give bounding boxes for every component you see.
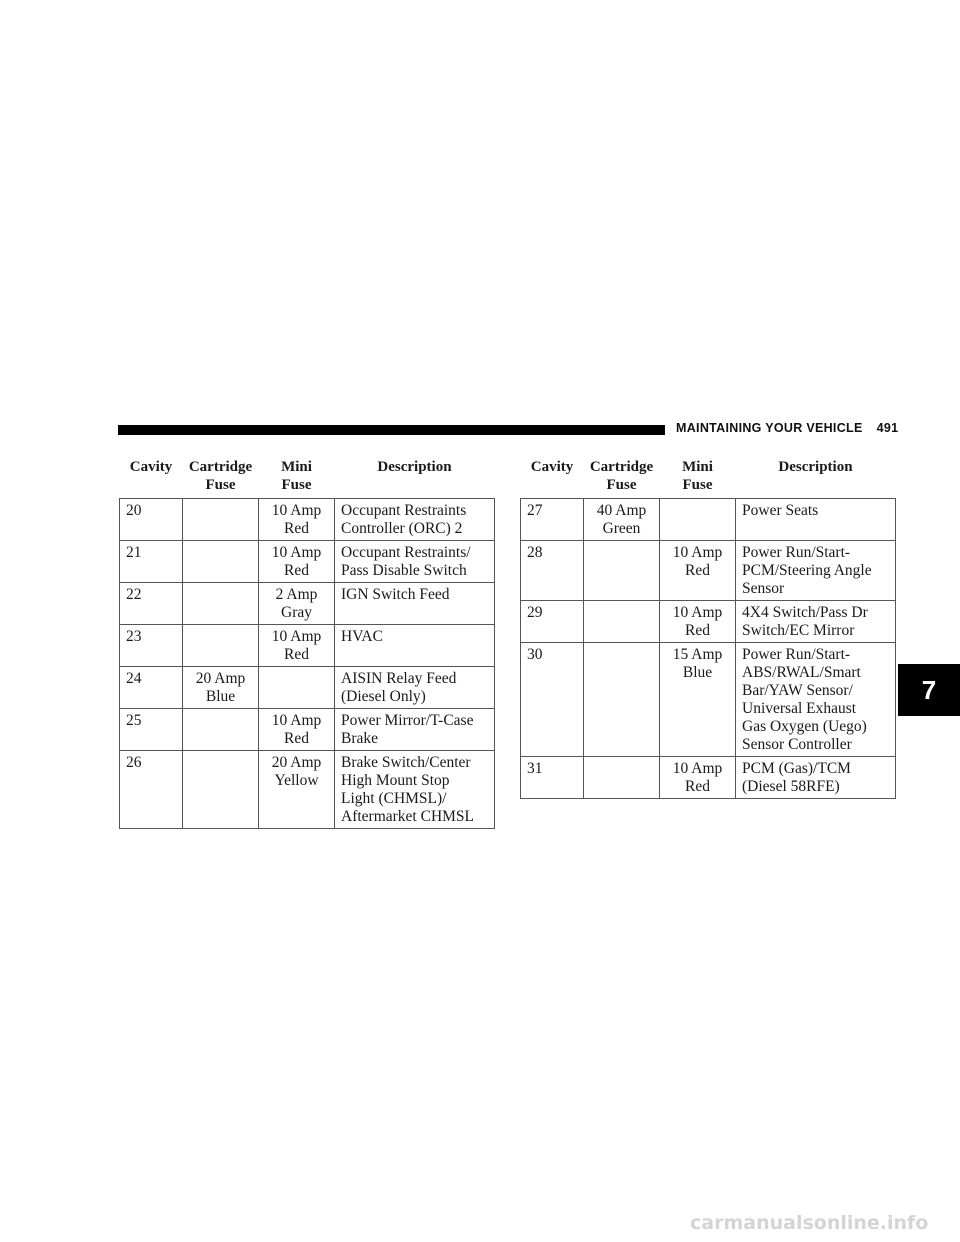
cartridge-fuse-cell: [584, 499, 660, 541]
description-cell: [335, 583, 495, 625]
col-header-cartridge-fuse-line: Cartridge: [589, 459, 654, 475]
cavity-cell: 30: [521, 643, 584, 757]
mini-fuse-cell: [259, 499, 335, 541]
description-line: Controller (ORC) 2: [341, 520, 463, 537]
description-line: Aftermarket CHMSL: [341, 808, 475, 825]
cartridge-fuse-cell: [584, 757, 660, 799]
cartridge-fuse-line: 20 Amp: [195, 670, 246, 687]
cartridge-fuse-cell: [584, 643, 660, 757]
chapter-tab[interactable]: 7: [898, 664, 960, 716]
mini-fuse-line: Red: [284, 730, 309, 747]
description-cell: [736, 643, 896, 757]
description-line: Sensor Controller: [742, 736, 852, 753]
col-header-description: Description: [335, 456, 495, 499]
cavity-cell: 31: [521, 757, 584, 799]
table-row: [120, 709, 495, 751]
description-line: Pass Disable Switch: [341, 562, 467, 579]
col-header-cavity: Cavity: [120, 456, 183, 499]
running-header: [676, 421, 898, 435]
cartridge-fuse-cell: [183, 751, 259, 829]
table-row: [120, 499, 495, 541]
mini-fuse-line: 15 Amp: [672, 646, 723, 663]
cartridge-fuse-line: Blue: [205, 688, 236, 705]
col-header-mini-fuse-line: Mini: [281, 459, 312, 475]
description-line: Gas Oxygen (Uego): [742, 718, 867, 735]
col-header-mini-fuse-line: Fuse: [682, 477, 713, 493]
description-line: 4X4 Switch/Pass Dr: [742, 604, 868, 621]
mini-fuse-cell: [660, 643, 736, 757]
cartridge-fuse-cell: [183, 709, 259, 751]
table-row: [521, 541, 896, 601]
section-title: MAINTAINING YOUR VEHICLE: [676, 421, 863, 435]
table-row: [120, 751, 495, 829]
mini-fuse-line: Gray: [281, 604, 312, 621]
col-header-cartridge-fuse: [183, 456, 259, 499]
col-header-cartridge-fuse: [584, 456, 660, 499]
col-header-mini-fuse-line: Fuse: [281, 477, 312, 493]
fuse-table-left: [119, 456, 495, 829]
cavity-cell: 21: [120, 541, 183, 583]
mini-fuse-line: Blue: [682, 664, 713, 681]
description-line: AISIN Relay Feed: [341, 670, 457, 687]
col-header-mini-fuse: [259, 456, 335, 499]
mini-fuse-cell: [660, 601, 736, 643]
cartridge-fuse-cell: [183, 541, 259, 583]
table-row: [521, 601, 896, 643]
mini-fuse-cell: [259, 583, 335, 625]
description-cell: [335, 667, 495, 709]
description-line: (Diesel Only): [341, 688, 426, 705]
col-header-description: Description: [736, 456, 896, 499]
col-header-mini-fuse: [660, 456, 736, 499]
mini-fuse-line: 10 Amp: [672, 760, 723, 777]
cartridge-fuse-line: Green: [602, 520, 641, 537]
description-line: Occupant Restraints/: [341, 544, 471, 561]
mini-fuse-cell: [259, 751, 335, 829]
mini-fuse-line: Yellow: [274, 772, 319, 789]
description-line: ABS/RWAL/Smart: [742, 664, 861, 681]
mini-fuse-line: Red: [685, 622, 710, 639]
fuse-table-right: [520, 456, 896, 799]
mini-fuse-line: 10 Amp: [271, 544, 322, 561]
description-cell: [335, 709, 495, 751]
cavity-cell: 23: [120, 625, 183, 667]
description-line: Sensor: [742, 580, 785, 597]
description-cell: [736, 757, 896, 799]
description-line: Occupant Restraints: [341, 502, 467, 519]
mini-fuse-line: 10 Amp: [672, 604, 723, 621]
table-row: [120, 541, 495, 583]
description-cell: [736, 499, 896, 541]
cartridge-fuse-cell: [183, 667, 259, 709]
cavity-cell: 26: [120, 751, 183, 829]
description-line: (Diesel 58RFE): [742, 778, 840, 795]
page-number: 491: [876, 421, 899, 435]
header-rule: [118, 425, 665, 435]
description-line: HVAC: [341, 628, 383, 645]
mini-fuse-line: Red: [685, 778, 710, 795]
description-cell: [736, 601, 896, 643]
mini-fuse-cell: [259, 625, 335, 667]
cavity-cell: 20: [120, 499, 183, 541]
col-header-mini-fuse-line: Mini: [682, 459, 713, 475]
description-line: IGN Switch Feed: [341, 586, 450, 603]
cartridge-fuse-line: 40 Amp: [596, 502, 647, 519]
description-cell: [335, 625, 495, 667]
col-header-cartridge-fuse-line: Cartridge: [188, 459, 253, 475]
description-line: Brake Switch/Center: [341, 754, 471, 771]
description-line: Light (CHMSL)/: [341, 790, 447, 807]
mini-fuse-cell: [259, 667, 335, 709]
mini-fuse-line: 10 Amp: [271, 628, 322, 645]
table-row: [521, 643, 896, 757]
description-line: Power Mirror/T-Case: [341, 712, 474, 729]
cartridge-fuse-cell: [183, 499, 259, 541]
mini-fuse-line: 20 Amp: [271, 754, 322, 771]
table-row: [521, 499, 896, 541]
mini-fuse-line: Red: [284, 646, 309, 663]
table-row: [120, 583, 495, 625]
cavity-cell: 27: [521, 499, 584, 541]
watermark: carmanualsonline.info: [690, 1212, 929, 1234]
mini-fuse-line: Red: [685, 562, 710, 579]
mini-fuse-cell: [660, 541, 736, 601]
cartridge-fuse-cell: [584, 601, 660, 643]
description-line: Universal Exhaust: [742, 700, 857, 717]
mini-fuse-cell: [660, 499, 736, 541]
mini-fuse-line: Red: [284, 520, 309, 537]
mini-fuse-line: 10 Amp: [271, 502, 322, 519]
description-cell: [335, 751, 495, 829]
cavity-cell: 24: [120, 667, 183, 709]
col-header-cartridge-fuse-line: Fuse: [606, 477, 637, 493]
mini-fuse-line: 2 Amp: [275, 586, 318, 603]
description-line: Power Run/Start-: [742, 544, 851, 561]
cavity-cell: 25: [120, 709, 183, 751]
description-cell: [736, 541, 896, 601]
cavity-cell: 29: [521, 601, 584, 643]
description-line: Bar/YAW Sensor/: [742, 682, 853, 699]
table-row: [120, 667, 495, 709]
description-line: Power Seats: [742, 502, 819, 519]
col-header-cavity: Cavity: [521, 456, 584, 499]
description-line: PCM/Steering Angle: [742, 562, 872, 579]
description-cell: [335, 541, 495, 583]
mini-fuse-line: Red: [284, 562, 309, 579]
cavity-cell: 28: [521, 541, 584, 601]
description-line: High Mount Stop: [341, 772, 450, 789]
description-line: Brake: [341, 730, 379, 747]
description-line: Switch/EC Mirror: [742, 622, 855, 639]
table-row: [120, 625, 495, 667]
mini-fuse-cell: [259, 709, 335, 751]
col-header-cartridge-fuse-line: Fuse: [205, 477, 236, 493]
cavity-cell: 22: [120, 583, 183, 625]
description-cell: [335, 499, 495, 541]
table-row: [521, 757, 896, 799]
cartridge-fuse-cell: [183, 625, 259, 667]
mini-fuse-cell: [660, 757, 736, 799]
description-line: PCM (Gas)/TCM: [742, 760, 851, 777]
mini-fuse-cell: [259, 541, 335, 583]
mini-fuse-line: 10 Amp: [271, 712, 322, 729]
cartridge-fuse-cell: [183, 583, 259, 625]
cartridge-fuse-cell: [584, 541, 660, 601]
description-line: Power Run/Start-: [742, 646, 851, 663]
mini-fuse-line: 10 Amp: [672, 544, 723, 561]
